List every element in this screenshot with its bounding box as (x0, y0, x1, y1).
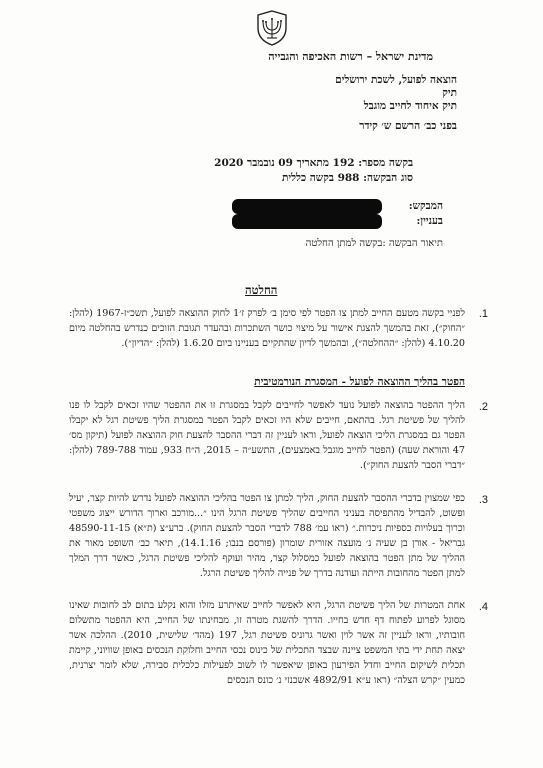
before-judge: בפני כב׳ הרשם ש׳ קידר (359, 120, 457, 132)
paragraph-number: 4. (478, 601, 488, 613)
decision-paragraph: הליך ההפטר בהוצאה לפועל נועד לאפשר לחייבים לקבל במסגרת זו את ההפטר שהיו זכאים לקבל לו פנו להליך של פשיטת רגל. בהתאם, חייבים שלא היו זכאים לקבל הפטר במסגרת הליך פשיטת רגל לא יקבלו הפטר גם במסגרת הליכי הוצאה לפועל, וראו לעניין זה דברי ההסבר להצעת חוק ההוצאה לפועל (תיקון מס׳ 47 והוראת שעה) (הפטר לחייב מוגבל באמצעים), התשע״ה – 2015, ה״ח 933, עמוד 789-788 (להלן: ״דברי הסבר להצעת החוק״). (69, 400, 465, 471)
decision-paragraph: לפניי בקשה מטעם החייב למתן צו הפטר לפי סימן ב׳ לפרק ז׳1 לחוק ההוצאה לפועל, תשכ״ז-1967 (להלן: ״החוק״), זאת בהמשך להצגת אישור על מיצוי כושר השתכרות ובהעדר תגובת הזוכים כנדרש בהחלטה מיום 4.10.20 (להלן: ״ההחלטה״), ובהמשך לדיון שהתקיים בעניינו ביום 1.6.20 (להלן: ״הדיון״). (69, 308, 466, 349)
section-heading: הפטר בהליך ההוצאה לפועל - המסגרת הנורמטיבית (254, 376, 465, 388)
merged-file-line: תיק איחוד לחייב מוגבל (363, 100, 457, 112)
file-label: תיק (442, 87, 457, 99)
decision-paragraph: אחת המטרות של הליך פשיטת הרגל, היא לאפשר לחייב שאיתרע מזלו והוא נקלע בתום לב לחובות שאינו מסוגל לפרוע לפתוח דף חדש בחייו. הדרך להשגת מטרה זו, מבחינתו של החייב, היא ההפטר מתשלום חובותיו, וראו לעניין זה אשר לוין ואשר גרוניס פשיטת רגל, 197 (מהד׳ שלישית, 2010). ההלכה אשר יצאה תחת ידי בתי המשפט ציינה שבצד התכלית של כינוס נכסי החייב וחלוקת הנכסים באופן שוויוני, קיימת תכלית לשיקום החייב וחדל הפירעון באופן שיאפשר לו לשוב לפעילות כלכלית סבירה, שלא לומר יצרנית, כמעין ״קרש הצלה״ (ראו ע״א 4892/91 אשכנזי נ׳ כונס הנכסים (69, 600, 465, 686)
office-line: הוצאה לפועל, לשכת ירושלים (335, 74, 457, 86)
redacted-subject-name (232, 214, 382, 229)
request-type: סוג הבקשה: 988 בקשה כללית (281, 172, 413, 184)
paragraph-number: 3. (478, 494, 488, 506)
state-emblem-icon (255, 10, 289, 46)
decision-paragraph: כפי שמצוין בדברי ההסבר להצעת החוק, הליך למתן צו הפטר בהליכי ההוצאה לפועל נדרש להיות קצר, יעיל ופשוט, להבדיל מהתפיסה בעניני החייבים שהליך פשיטת הרגל הינו ״...מורכב וארוך הדורש ייצוג משפטי וכרוך בעלויות כספיות ניכרות.״ (ראו עמ׳ 788 לדברי הסבר להצעת החוק). ברע״צ (ת״א) 48590-11-15 גבריאל - אורן בן שעיה נ׳ מועצה אזורית שומרון (פורסם בנבו; 14.1.16), תיאר כב׳ השופט מאור את ההליך של מתן הפטר בהוצאה לפועל כמסלול קצר, מהיר ועוקף להליכי פשיטת הרגל, כאשר דרך המלך למתן הפטר מהחובות הייתה ועודנה בדרך של פנייה להליך פשיטת הרגל. (69, 493, 465, 579)
request-description: תיאור הבקשה :בקשה למתן החלטה (305, 238, 443, 249)
decision-title: החלטה (245, 283, 278, 297)
subject-label: בעניין: (416, 215, 443, 227)
request-number: בקשה מספר: 192 מתאריך 09 נובמבר 2020 (214, 157, 413, 169)
agency-name: מדינת ישראל – רשות האכיפה והגבייה (268, 50, 433, 63)
paragraph-number: 1. (478, 308, 488, 320)
paragraph-number: 2. (478, 401, 488, 413)
applicant-label: המבקש: (408, 200, 443, 212)
redacted-applicant-name (232, 199, 382, 214)
